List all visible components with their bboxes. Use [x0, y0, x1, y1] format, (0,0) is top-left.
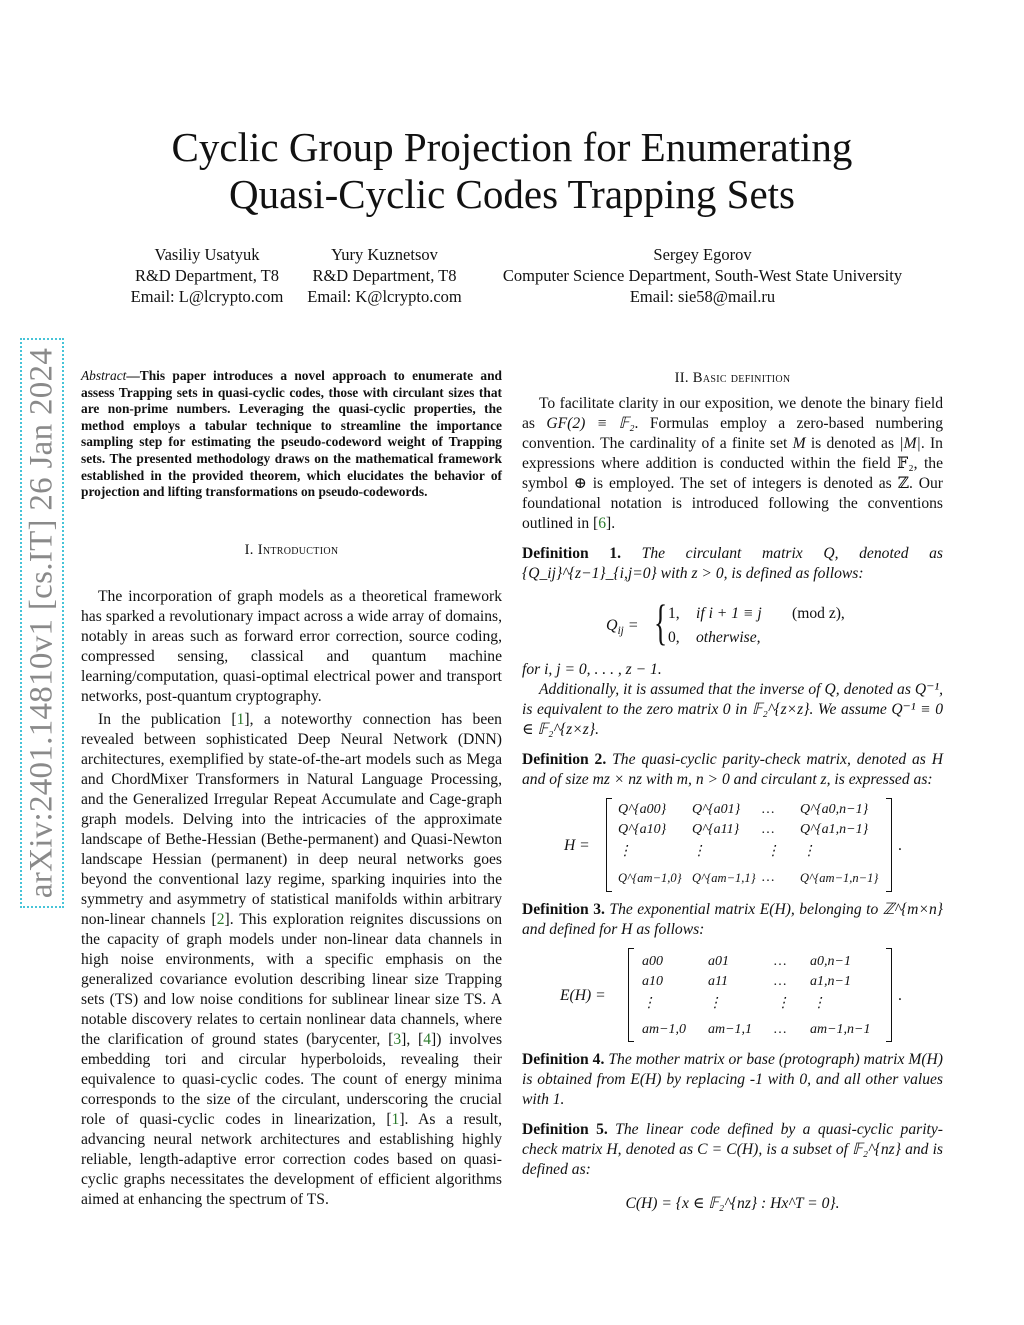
author-email[interactable]: Email: sie58@mail.ru	[629, 287, 776, 306]
matrix-cell: Q^{am−1,0}	[618, 871, 682, 885]
eq-period: .	[898, 987, 902, 1004]
eq-period: .	[898, 837, 902, 854]
author-affiliation: R&D Department, T8	[134, 266, 280, 285]
matrix-cell: ⋮	[776, 996, 790, 1011]
right-column	[522, 368, 943, 1214]
definition-1: Definition 1. The circulant matrix Q, denoted as {Q_ij}^{z−1}_{i,j=0} with z > 0, is defined as follows:	[522, 545, 943, 582]
equation-matrix-E	[522, 948, 943, 1044]
matrix-cell: …	[774, 1022, 787, 1037]
author-block-1	[102, 244, 312, 307]
basic-paragraph: To facilitate clarity in our exposition, we denote the binary field as GF(2) ≡ 𝔽₂. Formulas employ a zero-based numbering convention. The cardinality of a finite set M is denoted as |M|. In expressions where addition is conducted within the field 𝔽₂, the symbol ⊕ is employed. The set of integers is denoted as ℤ. Our foundational notation is introduced following the conventions outlined in [ 6 ] .	[522, 394, 943, 534]
eq-case1-cond: if i + 1 ≡ j	[696, 605, 762, 622]
abstract-text: —This paper introduces a novel approach to enumerate and assess Trapping sets in quasi-cyclic codes, those with circulant sizes that are non-prime numbers. Leveraging the quasi-cyclic properties, the method employs a tabular technique to streamline the importance sampling step for estimating the pseudo-codeword weight of Trapping sets. The presented methodology draws on the mathematical framework established in the provided theorem, which elucidates the behavior of projection and lifting transformations on pseudo-codewords.	[81, 368, 502, 500]
matrix-cell: …	[762, 870, 775, 885]
matrix-cell: a00	[642, 954, 663, 969]
citation-link[interactable]: [ 2 ]	[211, 911, 229, 928]
eq-case1-mod: (mod z),	[792, 605, 845, 622]
matrix-cell: ⋮	[618, 844, 632, 859]
eq-lhs: E(H) =	[560, 987, 606, 1004]
intro-paragraph-2: In the publication [ 1 ] , a noteworthy connection has been revealed between sophisticated Deep Neural Network (DNN) architectures, exemplified by state-of-the-art models such as Mega and ChordMixer Transformers in Natural Language Processing, and the Generalized Irregular Repeat Accumulate and Cage-graph graph models. Delving into the intricacies of the approximate landscape of Bethe-Hessian (Bethe-permanent) and Quasi-Newton landscape Hessian (permanent) in deep neural networks goes beyond the conventional lazy regime, sparking inquiries into the symmetry and asymmetry of statistical manifolds within arbitrary non-linear channels [ 2 ] . This exploration reignites discussions on the capacity of graph models under non-linear data channels in high noise environments, with a specific emphasis on the generalized covariance evolution describing linear size Trapping sets (TS) and low noise conditions for sublinear linear size TS. A notable discovery relates to certain nonlinear data channels, where the clarification of ground states (barycenter, [ 3 ] , [ 4 ] ) involves embedding tori and circular hyperboloids, revealing their equivalence to quasi-cyclic codes. The count of energy minima corresponds to the size of the circulant, underscoring the crucial role of quasi-cyclic codes in linearization, [ 1 ] . As a result, advancing neural network architectures and establishing highly reliable, length-adaptive error correction codes based on quasi-cyclic graphs necessitates the development of efficient algorithms aimed at enhancing the spectrum of TS.	[81, 710, 502, 1210]
definition-3: Definition 3. The exponential matrix E(H), belonging to ℤ^{m×n} and defined for H as follows:	[522, 901, 943, 938]
section-title: Basic definition	[692, 370, 791, 386]
matrix-cell: …	[774, 974, 787, 989]
intro-paragraph-1: The incorporation of graph models as a theoretical framework has sparked a revolutionary impact across a wide array of domains, notably in areas such as forward error correction, source coding, compressed sensing, classical and quantum machine learning/computation, quasi-optimal electrical power and transport networks, post-quantum cryptography.	[81, 587, 502, 705]
eq-case2-cond: otherwise,	[696, 629, 761, 646]
eq-brace: {	[654, 594, 668, 650]
matrix-cell: ⋮	[708, 996, 722, 1011]
arxiv-sidebar[interactable]	[20, 338, 64, 908]
citation-link[interactable]: [ 4 ]	[418, 1031, 436, 1048]
eq-case1-val: 1,	[668, 605, 680, 622]
matrix-cell: Q^{am−1,1}	[692, 871, 756, 885]
matrix-cell: Q^{a1,n−1}	[800, 822, 869, 837]
equation-matrix-H	[522, 798, 943, 894]
definition-5: Definition 5. The linear code defined by a quasi-cyclic parity-check matrix H, denoted as C = C(H), is a subset of 𝔽₂^{nz} and is defined as:	[522, 1121, 943, 1178]
author-email[interactable]: Email: L@lcrypto.com	[130, 287, 284, 306]
matrix-cell: am−1,n−1	[810, 1022, 871, 1037]
matrix-cell: a0,n−1	[810, 954, 851, 969]
citation-link[interactable]: [ 6 ]	[593, 515, 611, 532]
matrix-cell: Q^{a00}	[618, 802, 667, 817]
matrix-cell: …	[762, 822, 775, 837]
matrix-cell: Q^{a10}	[618, 822, 667, 837]
paper-title	[0, 124, 1024, 218]
definition-1-range: for i, j = 0, . . . , z − 1.	[522, 661, 662, 678]
title-line-1: Cyclic Group Projection for Enumerating	[171, 124, 853, 170]
matrix-E	[628, 948, 892, 1042]
eq-lhs: H =	[564, 837, 590, 854]
author-name: Vasiliy Usatyuk	[154, 245, 260, 264]
equation-code-definition: C(H) = {x ∈ 𝔽₂^{nz} : Hx^T = 0}.	[625, 1195, 840, 1212]
section-number: II.	[674, 370, 689, 386]
section-title: Introduction	[257, 541, 339, 558]
matrix-cell: Q^{a0,n−1}	[800, 802, 869, 817]
author-affiliation: Computer Science Department, South-West State University	[502, 266, 903, 285]
section-number: I.	[244, 541, 254, 558]
matrix-cell: am−1,1	[708, 1022, 753, 1037]
equation-circulant	[522, 592, 943, 660]
matrix-cell: a1,n−1	[810, 974, 851, 989]
eq-case2-val: 0,	[668, 629, 680, 646]
matrix-cell: a10	[642, 974, 663, 989]
citation-link[interactable]: [ 1 ]	[231, 711, 249, 728]
author-block-3	[480, 244, 925, 307]
matrix-cell: a01	[708, 954, 729, 969]
author-name: Sergey Egorov	[653, 245, 752, 264]
arxiv-id[interactable]: arXiv:2401.14810v1 [cs.IT] 26 Jan 2024	[23, 347, 60, 899]
section-heading-basic	[522, 368, 943, 388]
matrix-cell: am−1,0	[642, 1022, 687, 1037]
citation-link[interactable]: [ 3 ]	[388, 1031, 406, 1048]
matrix-cell: …	[762, 802, 775, 817]
author-affiliation: R&D Department, T8	[312, 266, 457, 285]
author-email[interactable]: Email: K@lcrypto.com	[307, 287, 462, 306]
matrix-cell: …	[774, 954, 787, 969]
matrix-cell: ⋮	[802, 844, 816, 859]
definition-1-additional: Additionally, it is assumed that the inverse of Q, denoted as Q⁻¹, is equivalent to the zero matrix 0 in 𝔽₂^{z×z}. We assume Q⁻¹ ≡ 0 ∈ 𝔽₂^{z×z}.	[522, 681, 943, 738]
citation-link[interactable]: [ 1 ]	[386, 1111, 404, 1128]
matrix-H	[606, 798, 892, 892]
matrix-cell: Q^{a11}	[692, 822, 740, 837]
matrix-cell: ⋮	[812, 996, 826, 1011]
matrix-cell: a11	[708, 974, 728, 989]
author-block-2	[282, 244, 487, 307]
definition-2: Definition 2. The quasi-cyclic parity-check matrix, denoted as H and of size mz × nz with m, n > 0 and circulant z, is expressed as:	[522, 751, 943, 788]
abstract-label: Abstract	[81, 368, 127, 383]
definition-4: Definition 4. The mother matrix or base (protograph) matrix M(H) is obtained from E(H) by replacing -1 with 0, and all other values with 1.	[522, 1051, 943, 1108]
matrix-cell: Q^{a01}	[692, 802, 741, 817]
abstract	[81, 368, 502, 501]
section-heading-intro	[81, 540, 502, 560]
matrix-cell: Q^{am−1,n−1}	[800, 871, 879, 885]
matrix-cell: ⋮	[642, 996, 656, 1011]
title-line-2: Quasi-Cyclic Codes Trapping Sets	[228, 171, 796, 217]
left-column	[81, 368, 502, 1210]
matrix-cell: ⋮	[692, 844, 706, 859]
author-name: Yury Kuznetsov	[331, 245, 438, 264]
matrix-cell: ⋮	[766, 844, 780, 859]
eq-lhs: $Q_{ij}$ =	[606, 617, 639, 638]
